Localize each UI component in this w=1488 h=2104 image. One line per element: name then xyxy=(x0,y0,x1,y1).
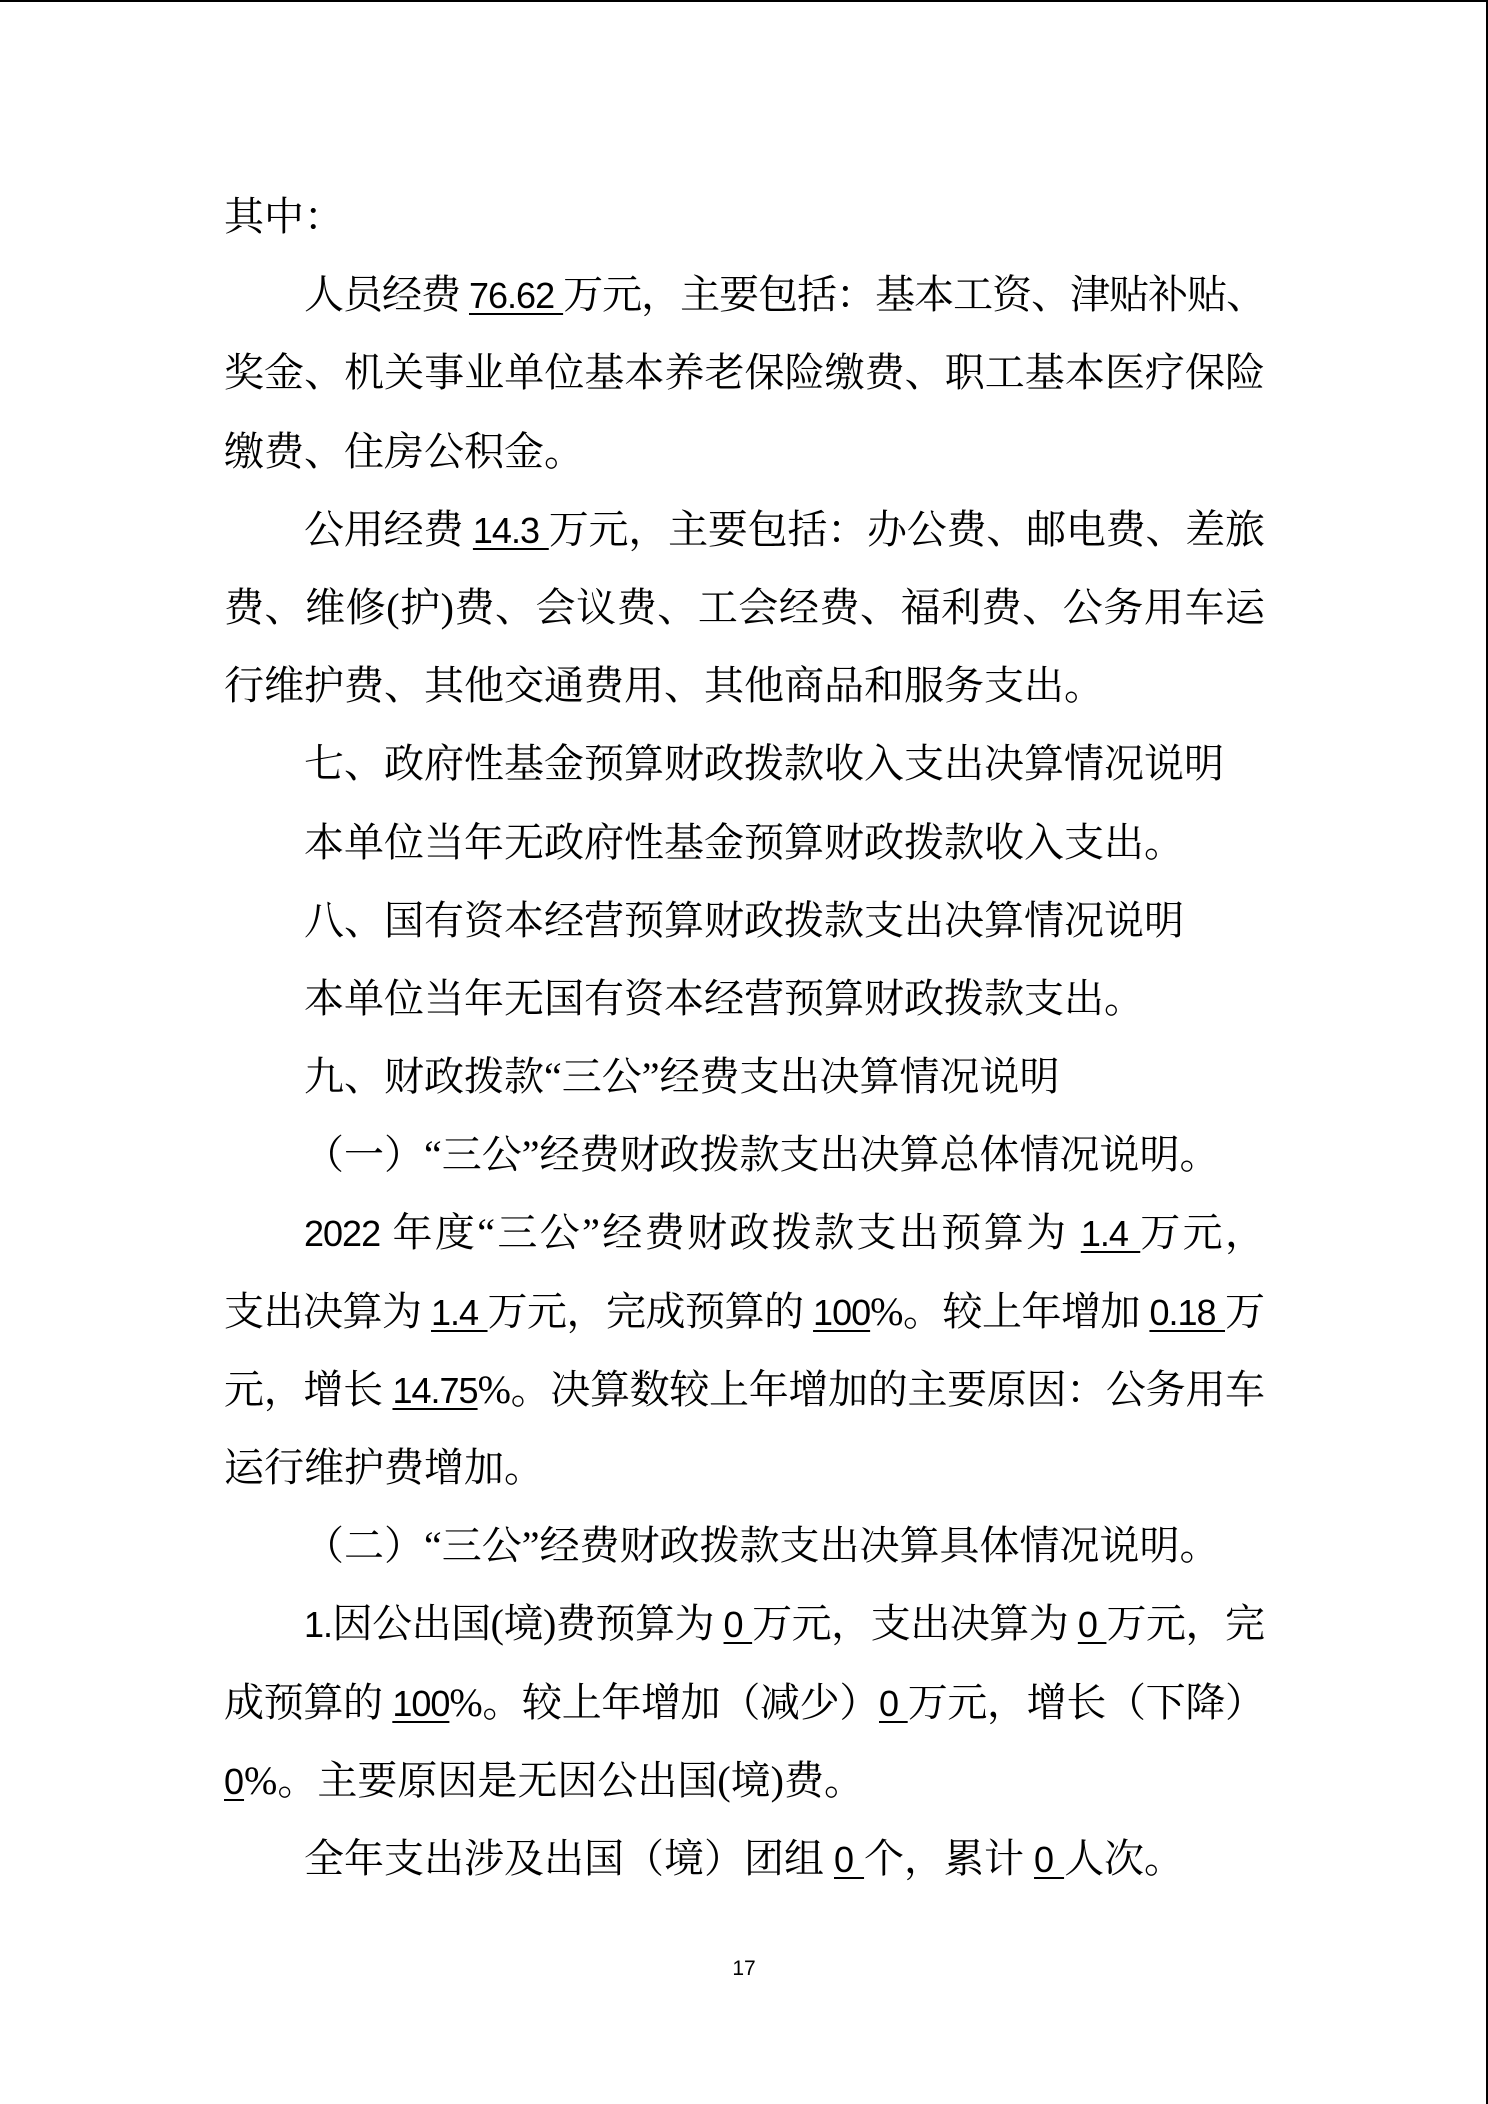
text-segment: 万元，主要包括：基本工资、津贴补贴、 xyxy=(563,272,1266,318)
text-segment: %。决算数较上年增加的主要原因：公务用车 xyxy=(477,1366,1265,1412)
subsection-heading-1 xyxy=(224,1116,1264,1194)
text-line xyxy=(224,725,1264,803)
text-line xyxy=(224,1507,1264,1585)
text-line xyxy=(224,256,1264,334)
text-line xyxy=(224,178,1264,256)
text-line xyxy=(224,1194,1264,1272)
text-line xyxy=(224,804,1264,882)
paragraph xyxy=(224,804,1264,882)
text-line xyxy=(224,491,1264,569)
text-line xyxy=(224,1429,1264,1507)
text-line xyxy=(224,1116,1264,1194)
text-segment: %。较上年增加 xyxy=(870,1288,1150,1334)
text-segment: 九、财政拨款“三公”经费支出决算情况说明 xyxy=(304,1054,1060,1100)
text-segment: 因公出国(境)费预算为 xyxy=(332,1601,724,1647)
text-line xyxy=(224,1742,1264,1820)
text-segment: 全年支出涉及出国（境）团组 xyxy=(304,1835,834,1881)
paragraph-overseas-groups xyxy=(224,1820,1264,1898)
text-segment: 万元，完成预算的 xyxy=(487,1288,814,1334)
underlined-value: 0 xyxy=(723,1604,753,1646)
section-heading-9 xyxy=(224,1038,1264,1116)
text-segment: 费、维修(护)费、会议费、工会经费、福利费、公务用车运 xyxy=(224,584,1264,630)
text-segment: 个，累计 xyxy=(864,1835,1035,1881)
underlined-value: 100 xyxy=(813,1291,871,1333)
subsection-heading-2 xyxy=(224,1507,1264,1585)
text-segment: （一）“三公”经费财政拨款支出决算总体情况说明。 xyxy=(304,1132,1220,1178)
text-segment: 运行维护费增加。 xyxy=(224,1445,544,1490)
text-segment: 其中： xyxy=(224,194,344,239)
section-heading-7 xyxy=(224,725,1264,803)
paragraph-public-expenses xyxy=(224,491,1264,726)
text-segment: 八、国有资本经营预算财政拨款支出决算情况说明 xyxy=(304,897,1184,943)
text-line xyxy=(224,1820,1264,1898)
text-segment: 本单位当年无政府性基金预算财政拨款收入支出。 xyxy=(304,819,1184,865)
text-line xyxy=(224,1585,1264,1663)
paragraph xyxy=(224,178,1264,256)
text-line xyxy=(224,647,1264,725)
text-segment: 公用经费 xyxy=(304,506,473,552)
underlined-value: 0 xyxy=(834,1838,865,1880)
text-segment: 缴费、住房公积金。 xyxy=(224,428,584,474)
section-heading-8 xyxy=(224,882,1264,960)
underlined-value: 1.4 xyxy=(1080,1213,1141,1255)
text-segment: 成预算的 xyxy=(224,1679,393,1725)
paragraph-personnel-expenses xyxy=(224,256,1264,491)
underlined-value: 14.75 xyxy=(392,1369,478,1411)
underlined-value: 14.3 xyxy=(472,509,549,551)
text-segment: （二）“三公”经费财政拨款支出决算具体情况说明。 xyxy=(304,1523,1220,1569)
text-segment: 七、政府性基金预算财政拨款收入支出决算情况说明 xyxy=(304,741,1224,787)
text-segment: 万元， xyxy=(1140,1210,1265,1256)
text-segment: 万元，完 xyxy=(1106,1601,1265,1647)
text-line xyxy=(224,1664,1264,1742)
year-value: 2022 xyxy=(304,1213,381,1255)
text-segment: 万元，主要包括：办公费、邮电费、差旅 xyxy=(548,506,1265,552)
underlined-value: 0 xyxy=(224,1760,245,1802)
text-segment: 人员经费 xyxy=(304,272,469,318)
paragraph-overseas-travel xyxy=(224,1585,1264,1820)
text-segment: 支出决算为 xyxy=(224,1288,431,1334)
paragraph xyxy=(224,960,1264,1038)
paragraph-three-public-overview xyxy=(224,1194,1264,1507)
text-line xyxy=(224,569,1264,647)
underlined-value: 76.62 xyxy=(469,275,564,317)
text-segment: 万元，支出决算为 xyxy=(752,1601,1078,1647)
text-segment: %。较上年增加（减少） xyxy=(449,1679,879,1725)
document-body xyxy=(224,178,1264,1898)
text-line xyxy=(224,960,1264,1038)
underlined-value: 0 xyxy=(879,1682,908,1724)
text-segment: 万 xyxy=(1225,1288,1265,1334)
underlined-value: 0.18 xyxy=(1149,1291,1226,1333)
text-line xyxy=(224,1351,1264,1429)
text-line xyxy=(224,1038,1264,1116)
text-segment: 人次。 xyxy=(1064,1835,1185,1881)
text-line xyxy=(224,1273,1264,1351)
text-segment: 本单位当年无国有资本经营预算财政拨款支出。 xyxy=(304,975,1144,1021)
text-line xyxy=(224,882,1264,960)
underlined-value: 0 xyxy=(1034,1838,1065,1880)
text-segment: %。主要原因是无因公出国(境)费。 xyxy=(244,1757,864,1803)
page-number: 17 xyxy=(732,1957,756,1980)
text-line xyxy=(224,413,1264,491)
underlined-value: 100 xyxy=(392,1682,450,1724)
text-line xyxy=(224,334,1264,412)
text-segment: 元，增长 xyxy=(224,1366,393,1412)
text-segment: 年度“三公”经费财政拨款支出预算为 xyxy=(380,1210,1081,1256)
text-segment: 行维护费、其他交通费用、其他商品和服务支出。 xyxy=(224,663,1104,709)
underlined-value: 0 xyxy=(1077,1604,1107,1646)
text-segment: 奖金、机关事业单位基本养老保险缴费、职工基本医疗保险 xyxy=(224,350,1264,396)
text-segment: 万元，增长（下降） xyxy=(907,1679,1264,1725)
list-number: 1. xyxy=(304,1604,333,1646)
underlined-value: 1.4 xyxy=(431,1291,488,1333)
